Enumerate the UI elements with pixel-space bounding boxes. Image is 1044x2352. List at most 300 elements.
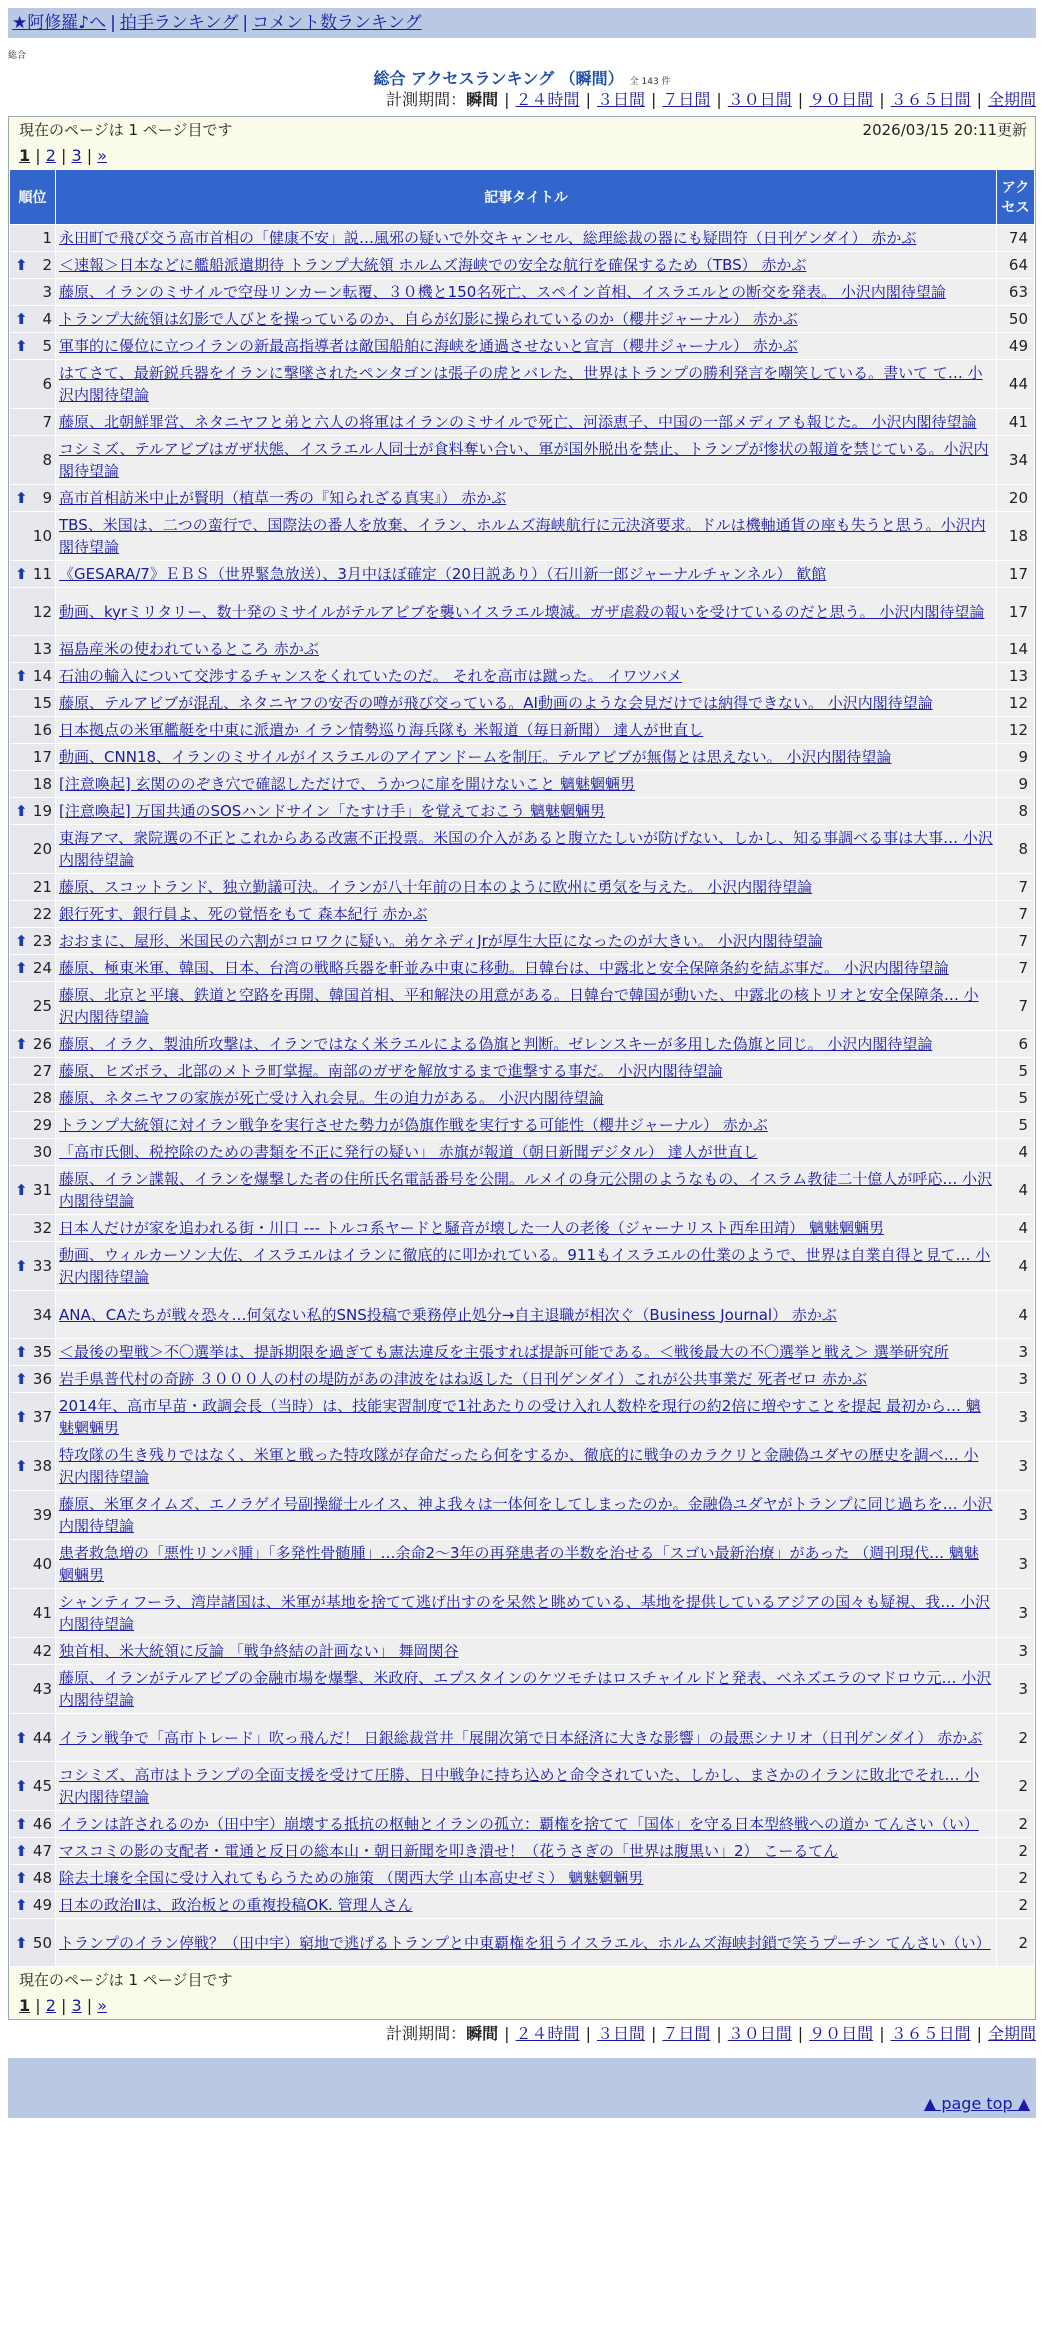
- rank-number: 7: [42, 413, 52, 431]
- title-cell: [56, 1762, 997, 1811]
- article-title-link[interactable]: 藤原、イラク、製油所攻撃は、イランではなく米ラエルによる偽旗と判断。ゼレンスキーが多用した偽旗と同じ。 小沢内閣待望論: [59, 1035, 933, 1053]
- access-count: 18: [997, 512, 1035, 561]
- bottom-page-link-2[interactable]: 3: [71, 1996, 82, 2015]
- title-cell: [56, 1166, 997, 1215]
- page-info-bottom: [9, 1967, 1035, 2019]
- title-cell: [56, 1919, 997, 1967]
- title-cell: [56, 485, 997, 512]
- article-title-link[interactable]: イラン戦争で「高市トレード」吹っ飛んだ！ 日銀総裁営井「展開次第で日本経済に大きな影響」の最悪シナリオ（日刊ゲンダイ） 赤かぶ: [59, 1728, 983, 1747]
- title-cell: [56, 874, 997, 901]
- access-count: 5: [997, 1085, 1035, 1112]
- title-cell: [56, 252, 997, 279]
- period-separator: |: [797, 90, 804, 109]
- bottom-bar: [8, 2058, 1036, 2090]
- access-count: 4: [997, 1139, 1035, 1166]
- rank-number: 46: [32, 1815, 52, 1833]
- pager-separator: |: [30, 146, 46, 165]
- access-count: 3: [997, 1393, 1035, 1442]
- title-cell: [56, 1058, 997, 1085]
- table-row: [10, 1665, 1035, 1714]
- table-row: [10, 1865, 1035, 1892]
- article-title-link[interactable]: TBS、米国は、二つの蛮行で、国際法の番人を放棄、イラン、ホルムズ海峡航行に元決済要求。ドルは機軸通貨の座も失うと思う。小沢内閣待望論: [59, 516, 986, 556]
- top-navigation: [8, 8, 1036, 38]
- top-period-2[interactable]: ３日間: [596, 90, 645, 109]
- bottom-period-7[interactable]: 全期間: [987, 2024, 1036, 2043]
- access-count: 49: [997, 333, 1035, 360]
- table-row: [10, 360, 1035, 409]
- rank-cell: [10, 1339, 56, 1366]
- rank-cell: [10, 982, 56, 1031]
- top-page-link-0: 1: [19, 146, 31, 165]
- rank-number: 1: [42, 229, 52, 247]
- table-row: [10, 1339, 1035, 1366]
- rank-cell: [10, 1811, 56, 1838]
- article-title-link[interactable]: コシミズ、高市はトランプの全面支援を受けて圧勝、日中戦争に持ち込めと命令されていた、しかし、まさかのイランに敗北でそれ… 小沢内閣待望論: [59, 1766, 980, 1806]
- rank-number: 32: [32, 1219, 52, 1237]
- title-cell: [56, 636, 997, 663]
- rank-up-arrow-icon: ⬆: [15, 337, 28, 355]
- table-row: [10, 825, 1035, 874]
- nav-home-link[interactable]: ★阿修羅♪へ: [12, 13, 107, 33]
- table-row: [10, 436, 1035, 485]
- table-row: [10, 690, 1035, 717]
- access-count: 7: [997, 901, 1035, 928]
- title-cell: [56, 1215, 997, 1242]
- title-cell: [56, 561, 997, 588]
- pager-top: [19, 146, 1025, 165]
- col-title-header: 記事タイトル: [56, 170, 997, 225]
- period-separator: |: [976, 90, 982, 109]
- article-title-link[interactable]: おおまに、屋形、米国民の六割がコロワクに疑い。弟ケネディJrが厚生大臣になったのが大きい。 小沢内閣待望論: [59, 932, 823, 950]
- title-cell: [56, 717, 997, 744]
- rank-up-arrow-icon: ⬆: [15, 1777, 28, 1795]
- nav-separator: |: [242, 13, 249, 33]
- ranking-table: [9, 169, 1035, 1967]
- title-cell: [56, 1112, 997, 1139]
- access-count: 34: [997, 436, 1035, 485]
- bottom-period-0: 瞬間: [466, 2024, 499, 2043]
- page-top-bar: [8, 2090, 1036, 2118]
- access-count: 2: [997, 1838, 1035, 1865]
- rank-number: 38: [32, 1457, 52, 1475]
- bottom-page-link-1[interactable]: 2: [45, 1996, 56, 2015]
- col-access-header: アクセス: [997, 170, 1035, 225]
- article-title-link[interactable]: 《GESARA/7》ＥＢＳ（世界緊急放送）、3月中ほぼ確定（20日説あり）（石川新一郎ジャーナルチャンネル） 歓館: [59, 565, 827, 583]
- access-count: 3: [997, 1491, 1035, 1540]
- current-page-text-bottom: 現在のページは 1 ページ目です: [19, 1971, 233, 1989]
- article-title-link[interactable]: 特攻隊の生き残りではなく、米軍と戦った特攻隊が存命だったら何をするか、徹底的に戦争のカラクリと金融偽ユダヤの歴史を調べ… 小沢内閣待望論: [59, 1446, 979, 1486]
- title-cell: [56, 1865, 997, 1892]
- access-count: 7: [997, 955, 1035, 982]
- rank-number: 17: [32, 748, 52, 766]
- table-row: [10, 1242, 1035, 1291]
- rank-number: 48: [32, 1869, 52, 1887]
- rank-cell: [10, 1291, 56, 1339]
- nav-separator: |: [110, 13, 116, 33]
- title-cell: [56, 982, 997, 1031]
- table-row: [10, 1393, 1035, 1442]
- rank-number: 21: [32, 878, 52, 896]
- access-count: 9: [997, 744, 1035, 771]
- rank-number: 23: [32, 932, 52, 950]
- pager-bottom: [19, 1996, 1025, 2015]
- table-row: [10, 1811, 1035, 1838]
- period-separator: |: [650, 90, 657, 109]
- table-row: [10, 1166, 1035, 1215]
- article-title-link[interactable]: トランプのイラン停戦？（田中宇）窮地で逃げるトランプと中東覇権を狙うイスラエル、ホルムズ海峡封鎖で笑うプーチン てんさい（い）: [59, 1933, 991, 1952]
- category-label: 総合: [8, 51, 27, 61]
- rank-number: 14: [32, 667, 52, 685]
- rank-cell: [10, 436, 56, 485]
- table-row: [10, 225, 1035, 252]
- access-count: 8: [997, 825, 1035, 874]
- rank-cell: [10, 588, 56, 636]
- access-count: 74: [997, 225, 1035, 252]
- article-title-link[interactable]: シャンティフーラ、湾岸諸国は、米軍が基地を捨てて逃げ出すのを呆然と眺めている、基地を提供しているアジアの国々も疑視、我… 小沢内閣待望論: [59, 1593, 991, 1633]
- rank-number: 15: [32, 694, 52, 712]
- rank-cell: [10, 636, 56, 663]
- rank-cell: [10, 1892, 56, 1919]
- access-count: 3: [997, 1665, 1035, 1714]
- rank-number: 9: [42, 489, 52, 507]
- rank-number: 6: [42, 375, 52, 393]
- article-title-link[interactable]: 東海アマ、衆院選の不正とこれからある改憲不正投票。米国の介入があると腹立たしいが防げない、しかし、知る事調べる事は大事… 小沢内閣待望論: [59, 829, 993, 869]
- rank-number: 13: [32, 640, 52, 658]
- rank-cell: [10, 360, 56, 409]
- period-separator: |: [504, 90, 510, 109]
- rank-number: 2: [42, 256, 52, 274]
- rank-cell: [10, 955, 56, 982]
- period-selector-top: [0, 88, 1036, 112]
- rank-cell: [10, 333, 56, 360]
- title-cell: [56, 588, 997, 636]
- article-title-link[interactable]: 藤原、ネタニヤフの家族が死亡受け入れ会見。生の迫力がある。 小沢内閣待望論: [59, 1089, 604, 1107]
- rank-cell: [10, 306, 56, 333]
- bottom-page-link-3[interactable]: »: [97, 1996, 107, 2015]
- period-separator: |: [797, 2024, 804, 2043]
- top-period-1[interactable]: ２４時間: [515, 90, 580, 109]
- rank-number: 47: [32, 1842, 52, 1860]
- access-count: 13: [997, 663, 1035, 690]
- article-title-link[interactable]: 2014年、高市早苗・政調会長（当時）は、技能実習制度で1社あたりの受け入れ人数枠を現行の約2倍に増やすことを提起 最初から… 魑魅魍魎男: [59, 1397, 981, 1437]
- rank-number: 39: [32, 1506, 52, 1524]
- title-cell: [56, 798, 997, 825]
- article-title-link[interactable]: 軍事的に優位に立つイランの新最高指導者は敵国船舶に海峡を通過させないと宣言（櫻井ジャーナル） 赤かぶ: [59, 337, 798, 355]
- rank-cell: [10, 798, 56, 825]
- article-title-link[interactable]: 藤原、スコットランド、独立勤議可決。イランが八十年前の日本のように欧州に勇気を与えた。 小沢内閣待望論: [59, 878, 813, 896]
- table-row: [10, 1540, 1035, 1589]
- article-title-link[interactable]: トランプ大統領に対イラン戦争を実行させた勢力が偽旗作戦を実行する可能性（櫻井ジャーナル） 赤かぶ: [59, 1116, 768, 1134]
- rank-cell: [10, 409, 56, 436]
- access-count: 7: [997, 982, 1035, 1031]
- rank-cell: [10, 1638, 56, 1665]
- title-cell: [56, 1291, 997, 1339]
- rank-cell: [10, 1665, 56, 1714]
- rank-number: 41: [32, 1604, 52, 1622]
- title-cell: [56, 1838, 997, 1865]
- access-count: 2: [997, 1892, 1035, 1919]
- period-separator: |: [716, 90, 722, 109]
- article-title-link[interactable]: 高市首相訪米中止が賢明（植草一秀の『知られざる真実』） 赤かぶ: [59, 489, 507, 507]
- article-title-link[interactable]: 「高市氏側、税控除のための書類を不正に発行の疑い」 赤旗が報道（朝日新聞デジタル） 達人が世直し: [59, 1143, 758, 1161]
- nav-comment-ranking-link[interactable]: コメント数ランキング: [252, 13, 422, 33]
- article-title-link[interactable]: 藤原、テルアビブが混乱、ネタニヤフの安否の噂が飛び交っている。AI動画のような会見だけでは納得できない。 小沢内閣待望論: [59, 694, 933, 712]
- rank-number: 26: [32, 1035, 52, 1053]
- bottom-period-3[interactable]: ７日間: [662, 2024, 711, 2043]
- article-title-link[interactable]: [注意喚起] 万国共通のSOSハンドサイン「たすけ手」を覚えておこう 魑魅魍魎男: [59, 802, 606, 820]
- article-title-link[interactable]: [注意喚起] 玄関ののぞき穴で確認しただけで、うかつに扉を開けないこと 魑魅魍魎男: [59, 775, 635, 793]
- table-row: [10, 955, 1035, 982]
- access-count: 41: [997, 409, 1035, 436]
- table-row: [10, 1112, 1035, 1139]
- rank-cell: [10, 1139, 56, 1166]
- table-row: [10, 1714, 1035, 1762]
- access-count: 3: [997, 1540, 1035, 1589]
- rank-cell: [10, 1112, 56, 1139]
- article-title-link[interactable]: 動画、ウィルカーソン大佐、イスラエルはイランに徹底的に叩かれている。911もイスラエルの仕業のようで、世界は自業自得と見て… 小沢内閣待望論: [59, 1246, 991, 1286]
- top-page-link-3[interactable]: »: [97, 146, 107, 165]
- rank-cell: [10, 1242, 56, 1291]
- page-title: [0, 66, 1044, 88]
- table-row: [10, 485, 1035, 512]
- access-count: 2: [997, 1865, 1035, 1892]
- article-title-link[interactable]: 岩手県普代村の奇跡 ３０００人の村の堤防があの津波をはね返した（日刊ゲンダイ）これが公共事業だ 死者ゼロ 赤かぶ: [59, 1370, 868, 1388]
- access-count: 64: [997, 252, 1035, 279]
- rank-number: 25: [32, 997, 52, 1015]
- top-period-5[interactable]: ９０日間: [809, 90, 874, 109]
- rank-cell: [10, 1442, 56, 1491]
- table-row: [10, 1638, 1035, 1665]
- rank-cell: [10, 1714, 56, 1762]
- rank-cell: [10, 663, 56, 690]
- article-title-link[interactable]: 福島産米の使われているところ 赤かぶ: [59, 640, 319, 658]
- article-title-link[interactable]: 藤原、北京と平壌、鉄道と空路を再開、韓国首相、平和解決の用意がある。日韓台で韓国が動いた、中露北の核トリオと安全保障条… 小沢内閣待望論: [59, 986, 979, 1026]
- rank-cell: [10, 1919, 56, 1967]
- rank-cell: [10, 717, 56, 744]
- table-row: [10, 1838, 1035, 1865]
- period-separator: |: [879, 2024, 885, 2043]
- access-count: 3: [997, 1638, 1035, 1665]
- rank-cell: [10, 485, 56, 512]
- title-cell: [56, 928, 997, 955]
- article-title-link[interactable]: ＜速報＞日本などに艦船派遣期待 トランプ大統領 ホルムズ海峡での安全な航行を確保するため（TBS） 赤かぶ: [59, 256, 807, 274]
- article-title-link[interactable]: ANA、CAたちが戦々恐々…何気ない私的SNS投稿で乗務停止処分→自主退職が相次ぐ（Business Journal） 赤かぶ: [59, 1305, 837, 1324]
- article-title-link[interactable]: はてさて、最新鋭兵器をイランに撃墜されたペンタゴンは張子の虎とバレた、世界はトランプの勝利発言を嘲笑している。書いて て… 小沢内閣待望論: [59, 364, 983, 404]
- rank-up-arrow-icon: ⬆: [15, 932, 28, 950]
- access-count: 3: [997, 1442, 1035, 1491]
- table-row: [10, 252, 1035, 279]
- article-title-link[interactable]: トランプ大統領は幻影で人びとを操っているのか、自らが幻影に操られているのか（櫻井ジャーナル） 赤かぶ: [59, 310, 798, 328]
- ranking-table-body: [10, 225, 1035, 1967]
- article-title-link[interactable]: イランは許されるのか（田中宇）崩壊する抵抗の枢軸とイランの孤立：覇権を捨てて「国体」を守る日本型終戦への道か てんさい（い）: [59, 1815, 979, 1833]
- article-title-link[interactable]: 銀行死す、銀行員よ、死の覚悟をもて 森本紀行 赤かぶ: [59, 905, 428, 923]
- access-count: 2: [997, 1714, 1035, 1762]
- period-separator: |: [976, 2024, 982, 2043]
- rank-up-arrow-icon: ⬆: [15, 310, 28, 328]
- title-cell: [56, 825, 997, 874]
- rank-cell: [10, 901, 56, 928]
- table-row: [10, 1085, 1035, 1112]
- page-title-text: 総合 アクセスランキング （瞬間）: [373, 69, 624, 88]
- ranking-panel: [8, 116, 1036, 2020]
- rank-number: 36: [32, 1370, 52, 1388]
- access-count: 5: [997, 1058, 1035, 1085]
- rank-cell: [10, 1491, 56, 1540]
- top-period-0: 瞬間: [466, 90, 499, 109]
- rank-number: 22: [32, 905, 52, 923]
- title-cell: [56, 360, 997, 409]
- rank-number: 24: [32, 959, 52, 977]
- article-title-link[interactable]: 動画、CNN18、イランのミサイルがイスラエルのアイアンドームを制圧。テルアビブが無傷とは思えない。 小沢内閣待望論: [59, 748, 892, 766]
- col-rank-header: 順位: [10, 170, 56, 225]
- period-separator: |: [585, 2024, 591, 2043]
- rank-cell: [10, 744, 56, 771]
- title-cell: [56, 1811, 997, 1838]
- access-count: 8: [997, 798, 1035, 825]
- article-title-link[interactable]: 藤原、ヒズボラ、北部のメトラ町掌握。南部のガザを解放するまで進撃する事だ。 小沢内閣待望論: [59, 1062, 723, 1080]
- rank-number: 11: [32, 565, 52, 583]
- rank-up-arrow-icon: ⬆: [15, 1343, 28, 1361]
- article-title-link[interactable]: 日本人だけが家を追われる街・川口 --- トルコ系ヤードと騒音が壊した一人の老後（ジャーナリスト西牟田靖） 魑魅魍魎男: [59, 1219, 884, 1237]
- table-row: [10, 512, 1035, 561]
- table-row: [10, 1491, 1035, 1540]
- bottom-period-6[interactable]: ３６５日間: [890, 2024, 971, 2043]
- access-count: 4: [997, 1242, 1035, 1291]
- table-row: [10, 1291, 1035, 1339]
- access-count: 12: [997, 690, 1035, 717]
- article-title-link[interactable]: マスコミの影の支配者・電通と反日の総本山・朝日新聞を叩き潰せ！（花うさぎの「世界は腹黒い」2） こーるてん: [59, 1842, 839, 1860]
- top-page-link-2[interactable]: 3: [71, 146, 82, 165]
- article-title-link[interactable]: 日本拠点の米軍艦艇を中東に派遣か イラン情勢巡り海兵隊も 米報道（毎日新聞） 達人が世直し: [59, 721, 704, 739]
- title-cell: [56, 306, 997, 333]
- rank-cell: [10, 690, 56, 717]
- rank-up-arrow-icon: ⬆: [15, 256, 28, 274]
- rank-up-arrow-icon: ⬆: [15, 1815, 28, 1833]
- access-count: 14: [997, 636, 1035, 663]
- article-title-link[interactable]: 藤原、北朝鮮罪営、ネタニヤフと弟と六人の将軍はイランのミサイルで死亡、河添恵子、中国の一部メディアも報じた。 小沢内閣待望論: [59, 413, 977, 431]
- table-row: [10, 717, 1035, 744]
- top-period-3[interactable]: ７日間: [662, 90, 711, 109]
- rank-up-arrow-icon: ⬆: [15, 1035, 28, 1053]
- page-info-top: [9, 117, 1035, 169]
- period-separator: |: [879, 90, 885, 109]
- rank-cell: [10, 1540, 56, 1589]
- rank-number: 44: [32, 1728, 52, 1747]
- table-row: [10, 771, 1035, 798]
- table-row: [10, 1442, 1035, 1491]
- table-row: [10, 1919, 1035, 1967]
- article-title-link[interactable]: コシミズ、テルアビブはガザ状態、イスラエル人同士が食料奪い合い、軍が国外脱出を禁止、トランプが惨状の報道を禁じている。小沢内閣待望論: [59, 440, 989, 480]
- access-count: 6: [997, 1031, 1035, 1058]
- top-page-link-1[interactable]: 2: [45, 146, 56, 165]
- access-count: 44: [997, 360, 1035, 409]
- rank-number: 29: [32, 1116, 52, 1134]
- access-count: 4: [997, 1291, 1035, 1339]
- title-cell: [56, 279, 997, 306]
- access-count: 2: [997, 1811, 1035, 1838]
- bottom-period-4[interactable]: ３０日間: [727, 2024, 792, 2043]
- rank-cell: [10, 1865, 56, 1892]
- article-title-link[interactable]: 独首相、米大統領に反論 「戦争終結の計画ない」 舞岡関谷: [59, 1642, 459, 1660]
- article-title-link[interactable]: 患者救急増の「悪性リンパ腫」「多発性骨髄腫」…余命2～3年の再発患者の半数を治せる「スゴい最新治療」があった （週刊現代… 魑魅魍魎男: [59, 1544, 979, 1584]
- bottom-period-5[interactable]: ９０日間: [809, 2024, 874, 2043]
- article-title-link[interactable]: 永田町で飛び交う高市首相の「健康不安」説…風邪の疑いで外交キャンセル、総理総裁の器にも疑問符（日刊ゲンダイ） 赤かぶ: [59, 229, 917, 247]
- period-separator: |: [585, 90, 591, 109]
- title-cell: [56, 1589, 997, 1638]
- rank-up-arrow-icon: ⬆: [15, 1933, 28, 1952]
- title-cell: [56, 1714, 997, 1762]
- article-title-link[interactable]: 藤原、イラン諜報、イランを爆撃した者の住所氏名電話番号を公開。ルメイの身元公開のようなもの、イスラム教徒二十億人が呼応… 小沢内閣待望論: [59, 1170, 993, 1210]
- current-page-text: 現在のページは 1 ページ目です: [19, 121, 233, 139]
- access-count: 4: [997, 1166, 1035, 1215]
- rank-cell: [10, 225, 56, 252]
- nav-clap-ranking-link[interactable]: 拍手ランキング: [119, 13, 239, 33]
- rank-number: 8: [42, 451, 52, 469]
- title-cell: [56, 1442, 997, 1491]
- table-row: [10, 798, 1035, 825]
- article-title-link[interactable]: 藤原、イランのミサイルで空母リンカーン転覆、３０機と150名死亡、スペイン首相、イスラエルとの断交を発表。 小沢内閣待望論: [59, 283, 946, 301]
- pager-separator: |: [55, 146, 72, 165]
- top-period-6[interactable]: ３６５日間: [890, 90, 971, 109]
- rank-cell: [10, 1366, 56, 1393]
- rank-cell: [10, 1215, 56, 1242]
- title-cell: [56, 771, 997, 798]
- article-title-link[interactable]: 藤原、極東米軍、韓国、日本、台湾の戦略兵器を軒並み中東に移動。日韓台は、中露北と安全保障条約を結ぶ事だ。 小沢内閣待望論: [59, 959, 949, 977]
- title-cell: [56, 690, 997, 717]
- article-title-link[interactable]: 石油の輸入について交渉するチャンスをくれていたのだ。 それを高市は蹴った。 イワツバメ: [59, 667, 683, 685]
- table-row: [10, 663, 1035, 690]
- bottom-period-1[interactable]: ２４時間: [515, 2024, 580, 2043]
- rank-number: 10: [32, 527, 52, 545]
- article-title-link[interactable]: 藤原、イランがテルアビブの金融市場を爆撃、米政府、エプスタインのケツモチはロスチャイルドと発表、ベネズエラのマドロウ元… 小沢内閣待望論: [59, 1669, 992, 1709]
- period-separator: |: [504, 2024, 510, 2043]
- rank-number: 33: [32, 1257, 52, 1275]
- title-cell: [56, 1339, 997, 1366]
- table-row: [10, 1762, 1035, 1811]
- bottom-page-link-0: 1: [19, 1996, 31, 2015]
- access-count: 3: [997, 1366, 1035, 1393]
- pager-separator: |: [81, 146, 98, 165]
- title-cell: [56, 436, 997, 485]
- access-count: 20: [997, 485, 1035, 512]
- access-count: 7: [997, 874, 1035, 901]
- rank-number: 12: [32, 602, 52, 621]
- article-title-link[interactable]: 動画、kyrミリタリー、数十発のミサイルがテルアビブを襲いイスラエル壊滅。ガザ虐殺の報いを受けているのだと思う。 小沢内閣待望論: [59, 602, 985, 621]
- title-cell: [56, 1665, 997, 1714]
- article-title-link[interactable]: 藤原、米軍タイムズ、エノラゲイ号副操縦士ルイス、神よ我々は一体何をしてしまったのか。金融偽ユダヤがトランプに同じ過ちを… 小沢内閣待望論: [59, 1495, 993, 1535]
- article-title-link[interactable]: 除去土壌を全国に受け入れてもらうための施策 （関西大学 山本高史ゼミ） 魑魅魍魎男: [59, 1869, 644, 1887]
- rank-cell: [10, 1393, 56, 1442]
- top-period-7[interactable]: 全期間: [987, 90, 1036, 109]
- table-row: [10, 588, 1035, 636]
- rank-number: 40: [32, 1555, 52, 1573]
- pager-separator: |: [55, 1996, 72, 2015]
- table-row: [10, 982, 1035, 1031]
- access-count: 5: [997, 1112, 1035, 1139]
- rank-cell: [10, 1838, 56, 1865]
- access-count: 17: [997, 561, 1035, 588]
- table-row: [10, 1215, 1035, 1242]
- rank-up-arrow-icon: ⬆: [15, 667, 28, 685]
- article-title-link[interactable]: ＜最後の聖戦＞不〇選挙は、提訴期限を過ぎても憲法違反を主張すれば提訴可能である。＜戦後最大の不〇選挙と戦え＞ 選挙研究所: [59, 1343, 949, 1361]
- access-count: 50: [997, 306, 1035, 333]
- rank-number: 27: [32, 1062, 52, 1080]
- article-title-link[interactable]: 日本の政治Ⅱは、政治板との重複投稿OK. 管理人さん: [59, 1896, 413, 1914]
- page-top-link[interactable]: ▲ page top ▲: [923, 2094, 1030, 2113]
- rank-number: 43: [32, 1680, 52, 1698]
- top-period-4[interactable]: ３０日間: [727, 90, 792, 109]
- bottom-period-2[interactable]: ３日間: [596, 2024, 645, 2043]
